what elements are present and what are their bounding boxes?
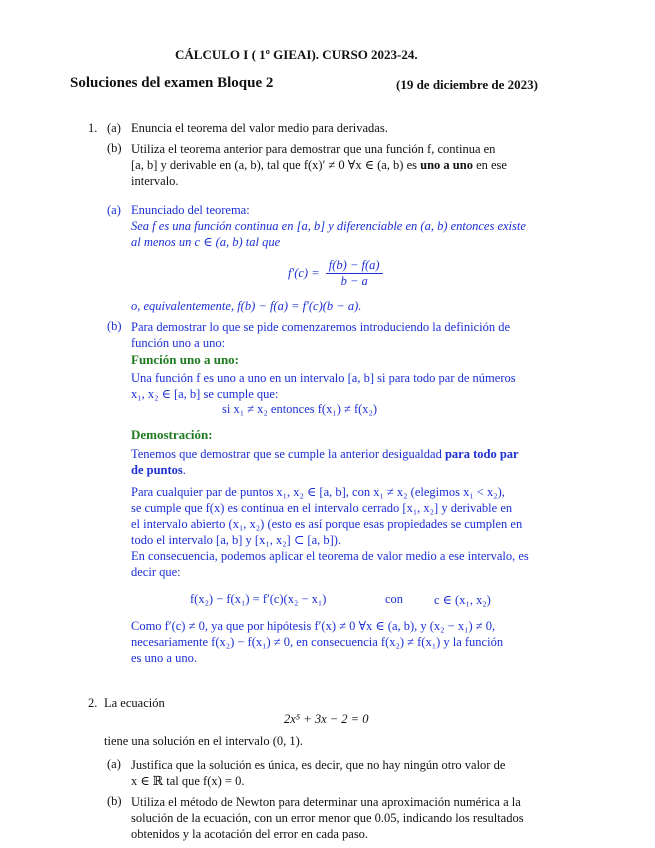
q1-b-line: Utiliza el teorema anterior para demostrar que una función f, continua en [131,142,496,156]
question-2-number: 2. [88,696,98,710]
theorem-line: al menos un c ∈ (a, b) tal que [131,235,281,249]
q2-intro: La ecuación [104,696,165,710]
q1-part-a-label: (a) [107,121,121,135]
q2-a-line: Justifica que la solución es única, es decir, que no hay ningún otro valor de [131,758,506,772]
proof-paragraph-2 [131,484,529,580]
proof-line: todo el intervalo [a, b] y [x₁, x₂] ⊂ [a, b]). [131,533,342,547]
proof-line: necesariamente f(x₂) − f(x₁) ≠ 0, en consecuencia f(x₂) ≠ f(x₁) y la función [131,635,504,649]
proof-line: En consecuencia, podemos aplicar el teorema de valor medio a ese intervalo, es [131,549,529,563]
sol-b-intro [131,319,510,351]
theorem-statement [131,218,526,250]
intro-line: Para demostrar lo que se pide comenzaremos introduciendo la definición de [131,320,511,334]
q2-part-a-text [131,757,505,789]
mvt-fraction-formula: f′(c) = $\frac{f(b) - f(a)}{b - a}$ [288,258,386,289]
sol-a-title: Enunciado del teorema: [131,203,250,217]
q2-a-line: x ∈ ℝ tal que f(x) = 0. [131,774,245,788]
q2-part-b-label: (b) [107,794,122,808]
proof-heading: Demostración: [131,427,213,442]
proof-goal: Tenemos que demostrar que se cumple la anterior desigualdad para todo par de puntos. [131,447,519,477]
proof-line: Como f′(c) ≠ 0, ya que por hipótesis f′(x) ≠ 0 ∀x ∈ (a, b), y (x₂ − x₁) ≠ 0, [131,619,496,633]
q1-part-b-text [131,141,557,189]
proof-line: el intervalo abierto (x₁, x₂) (esto es así porque esas propiedades se cumplen en [131,517,523,531]
theorem-line: Sea f es una función continua en [a, b] y diferenciable en (a, b) entonces existe [131,219,526,233]
question-1-number: 1. [88,121,98,135]
q2-part-b-text [131,794,524,842]
mvt-applied-formula: f(x₂) − f(x₁) = f′(c)(x₂ − x₁) [190,592,327,606]
proof-line: Para cualquier par de puntos x₁, x₂ ∈ [a, b], con x₁ ≠ x₂ (elegimos x₁ < x₂), [131,485,505,499]
sol-a-label: (a) [107,203,121,217]
definition-line: Una función f es uno a uno en un intervalo [a, b] si para todo par de números [131,371,516,385]
mvt-con-word: con [385,592,404,606]
proof-line: decir que: [131,565,181,579]
q2-b-line: Utiliza el método de Newton para determinar una aproximación numérica a la [131,795,521,809]
course-header: CÁLCULO I ( 1º GIEAI). CURSO 2023-24. [175,47,418,62]
definition-condition: si x₁ ≠ x₂ entonces f(x₁) ≠ f(x₂) [222,402,378,416]
proof-line: es uno a uno. [131,651,197,665]
q2-equation: 2x⁵ + 3x − 2 = 0 [284,712,369,726]
mvt-condition: c ∈ (x₁, x₂) [434,593,491,607]
definition-text [131,370,516,402]
equivalent-formula: o, equivalentemente, f(b) − f(a) = f′(c)(b − a). [131,299,362,313]
exam-date: (19 de diciembre de 2023) [396,77,539,92]
proof-conclusion [131,618,503,666]
q1-b-line: [a, b] y derivable en (a, b), tal que f(x)′ ≠ 0 ∀x ∈ (a, b) es uno a uno en ese [131,158,507,172]
proof-line: se cumple que f(x) es continua en el intervalo cerrado [x₁, x₂] y derivable en [131,501,513,515]
q1-part-b-label: (b) [107,141,122,155]
intro-line: función uno a uno: [131,336,226,350]
q2-interval-text: tiene una solución en el intervalo (0, 1). [104,734,303,748]
q1-b-line: intervalo. [131,174,179,188]
sol-b-label: (b) [107,319,122,333]
q2-part-a-label: (a) [107,757,121,771]
definition-heading: Función uno a uno: [131,352,240,367]
definition-line: x₁, x₂ ∈ [a, b] se cumple que: [131,387,279,401]
q2-b-line: solución de la ecuación, con un error menor que 0.05, indicando los resultados [131,811,524,825]
q1-part-a-text: Enuncia el teorema del valor medio para derivadas. [131,121,388,135]
page-title: Soluciones del examen Bloque 2 [70,75,274,91]
q2-b-line: obtenidos y la acotación del error en cada paso. [131,827,369,841]
